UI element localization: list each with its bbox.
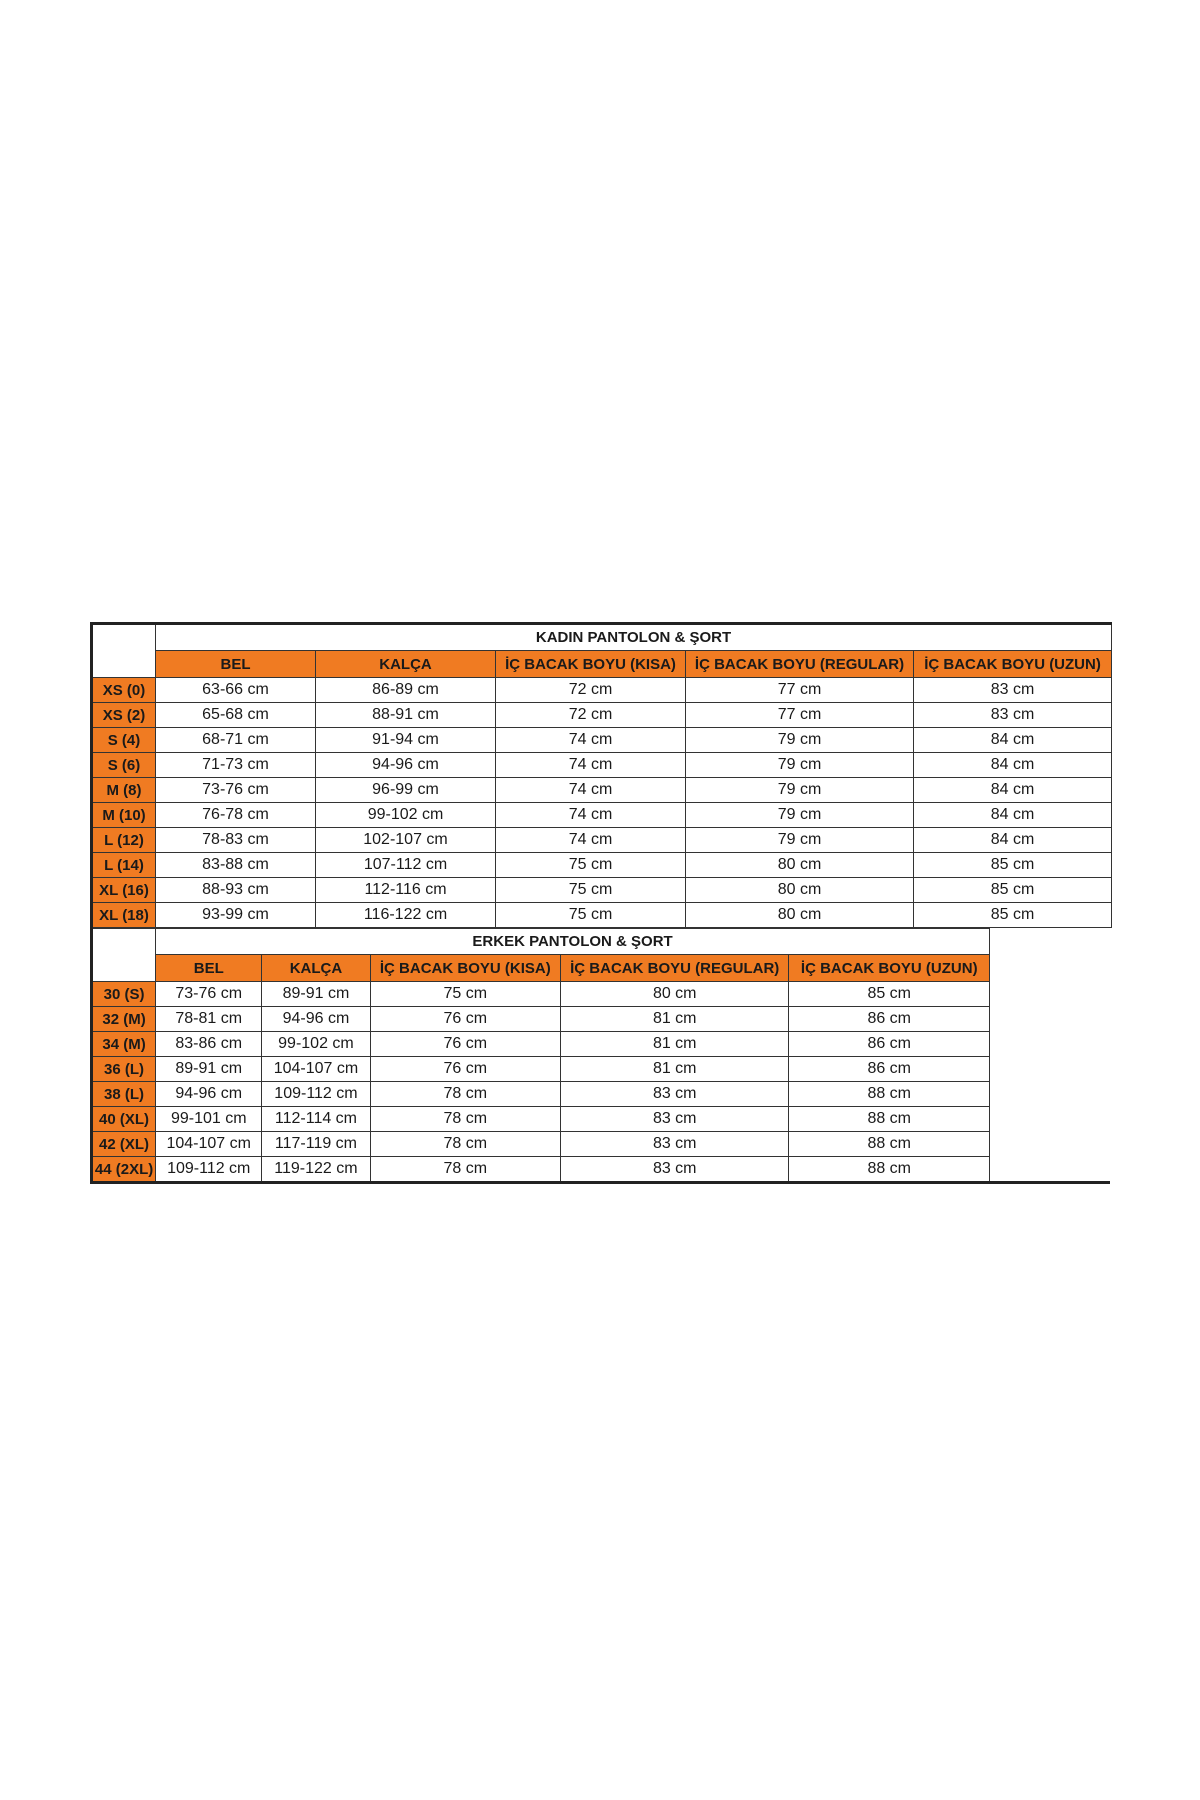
measurement-cell: 73-76 cm (156, 982, 262, 1007)
size-label: M (10) (92, 803, 156, 828)
measurement-cell: 83 cm (560, 1132, 788, 1157)
men-column-header: İÇ BACAK BOYU (KISA) (370, 955, 560, 982)
measurement-cell: 73-76 cm (156, 778, 316, 803)
measurement-cell: 79 cm (686, 778, 914, 803)
table-row (92, 778, 1112, 803)
measurement-cell: 78 cm (370, 1132, 560, 1157)
table-row (92, 828, 1112, 853)
measurement-cell: 83 cm (560, 1157, 788, 1182)
measurement-cell: 109-112 cm (262, 1082, 370, 1107)
measurement-cell: 119-122 cm (262, 1157, 370, 1182)
measurement-cell: 65-68 cm (156, 703, 316, 728)
measurement-cell: 81 cm (560, 1057, 788, 1082)
measurement-cell: 76-78 cm (156, 803, 316, 828)
measurement-cell: 86-89 cm (316, 678, 496, 703)
men-column-header: BEL (156, 955, 262, 982)
measurement-cell: 109-112 cm (156, 1157, 262, 1182)
men-column-header: İÇ BACAK BOYU (REGULAR) (560, 955, 788, 982)
measurement-cell: 89-91 cm (156, 1057, 262, 1082)
bottom-border (90, 1181, 1110, 1184)
measurement-cell: 80 cm (686, 878, 914, 903)
size-label: S (4) (92, 728, 156, 753)
measurement-cell: 112-116 cm (316, 878, 496, 903)
measurement-cell: 80 cm (686, 903, 914, 928)
measurement-cell: 76 cm (370, 1057, 560, 1082)
measurement-cell: 74 cm (496, 728, 686, 753)
measurement-cell: 94-96 cm (262, 1007, 370, 1032)
size-label: XL (18) (92, 903, 156, 928)
measurement-cell: 74 cm (496, 803, 686, 828)
measurement-cell: 99-102 cm (262, 1032, 370, 1057)
women-table-title: KADIN PANTOLON & ŞORT (156, 624, 1112, 651)
measurement-cell: 94-96 cm (316, 753, 496, 778)
measurement-cell: 83 cm (560, 1082, 788, 1107)
measurement-cell: 77 cm (686, 703, 914, 728)
measurement-cell: 88 cm (789, 1132, 990, 1157)
measurement-cell: 78 cm (370, 1157, 560, 1182)
measurement-cell: 79 cm (686, 728, 914, 753)
measurement-cell: 88 cm (789, 1157, 990, 1182)
measurement-cell: 71-73 cm (156, 753, 316, 778)
table-row (92, 853, 1112, 878)
size-label: 42 (XL) (92, 1132, 156, 1157)
men-column-header: KALÇA (262, 955, 370, 982)
measurement-cell: 99-101 cm (156, 1107, 262, 1132)
table-row (92, 1157, 990, 1182)
measurement-cell: 104-107 cm (156, 1132, 262, 1157)
measurement-cell: 85 cm (914, 853, 1112, 878)
measurement-cell: 78-83 cm (156, 828, 316, 853)
size-label: 44 (2XL) (92, 1157, 156, 1182)
corner-cell (92, 929, 156, 982)
table-row (92, 703, 1112, 728)
size-label: L (12) (92, 828, 156, 853)
women-column-header: KALÇA (316, 651, 496, 678)
measurement-cell: 96-99 cm (316, 778, 496, 803)
size-label: L (14) (92, 853, 156, 878)
measurement-cell: 72 cm (496, 678, 686, 703)
measurement-cell: 84 cm (914, 753, 1112, 778)
measurement-cell: 85 cm (789, 982, 990, 1007)
measurement-cell: 78 cm (370, 1107, 560, 1132)
measurement-cell: 102-107 cm (316, 828, 496, 853)
measurement-cell: 99-102 cm (316, 803, 496, 828)
measurement-cell: 80 cm (560, 982, 788, 1007)
measurement-cell: 89-91 cm (262, 982, 370, 1007)
measurement-cell: 83 cm (914, 678, 1112, 703)
size-label: 34 (M) (92, 1032, 156, 1057)
measurement-cell: 75 cm (496, 853, 686, 878)
measurement-cell: 77 cm (686, 678, 914, 703)
size-label: 36 (L) (92, 1057, 156, 1082)
corner-cell (92, 624, 156, 678)
women-column-header: İÇ BACAK BOYU (REGULAR) (686, 651, 914, 678)
measurement-cell: 74 cm (496, 828, 686, 853)
size-label: XS (2) (92, 703, 156, 728)
measurement-cell: 112-114 cm (262, 1107, 370, 1132)
measurement-cell: 86 cm (789, 1032, 990, 1057)
men-size-table (90, 928, 990, 1182)
women-size-table (90, 622, 1112, 928)
men-table-title: ERKEK PANTOLON & ŞORT (156, 929, 990, 955)
measurement-cell: 72 cm (496, 703, 686, 728)
measurement-cell: 85 cm (914, 903, 1112, 928)
measurement-cell: 91-94 cm (316, 728, 496, 753)
size-label: XL (16) (92, 878, 156, 903)
table-row (92, 678, 1112, 703)
measurement-cell: 74 cm (496, 778, 686, 803)
table-row (92, 1007, 990, 1032)
measurement-cell: 93-99 cm (156, 903, 316, 928)
measurement-cell: 79 cm (686, 753, 914, 778)
size-label: S (6) (92, 753, 156, 778)
measurement-cell: 81 cm (560, 1032, 788, 1057)
measurement-cell: 81 cm (560, 1007, 788, 1032)
measurement-cell: 75 cm (496, 903, 686, 928)
measurement-cell: 84 cm (914, 828, 1112, 853)
measurement-cell: 116-122 cm (316, 903, 496, 928)
measurement-cell: 84 cm (914, 778, 1112, 803)
table-row (92, 1057, 990, 1082)
men-column-header: İÇ BACAK BOYU (UZUN) (789, 955, 990, 982)
measurement-cell: 83-86 cm (156, 1032, 262, 1057)
measurement-cell: 76 cm (370, 1007, 560, 1032)
measurement-cell: 84 cm (914, 803, 1112, 828)
measurement-cell: 78-81 cm (156, 1007, 262, 1032)
measurement-cell: 85 cm (914, 878, 1112, 903)
size-label: 30 (S) (92, 982, 156, 1007)
measurement-cell: 76 cm (370, 1032, 560, 1057)
measurement-cell: 86 cm (789, 1057, 990, 1082)
table-row (92, 1082, 990, 1107)
measurement-cell: 88 cm (789, 1107, 990, 1132)
table-row (92, 1032, 990, 1057)
women-column-header: İÇ BACAK BOYU (UZUN) (914, 651, 1112, 678)
measurement-cell: 78 cm (370, 1082, 560, 1107)
measurement-cell: 75 cm (370, 982, 560, 1007)
measurement-cell: 107-112 cm (316, 853, 496, 878)
size-chart (90, 622, 1110, 1182)
measurement-cell: 83-88 cm (156, 853, 316, 878)
women-column-header: BEL (156, 651, 316, 678)
measurement-cell: 83 cm (560, 1107, 788, 1132)
measurement-cell: 75 cm (496, 878, 686, 903)
table-row (92, 903, 1112, 928)
measurement-cell: 80 cm (686, 853, 914, 878)
measurement-cell: 74 cm (496, 753, 686, 778)
women-column-header: İÇ BACAK BOYU (KISA) (496, 651, 686, 678)
measurement-cell: 88-93 cm (156, 878, 316, 903)
table-row (92, 803, 1112, 828)
size-label: XS (0) (92, 678, 156, 703)
table-row (92, 753, 1112, 778)
size-label: 40 (XL) (92, 1107, 156, 1132)
size-label: 32 (M) (92, 1007, 156, 1032)
measurement-cell: 117-119 cm (262, 1132, 370, 1157)
measurement-cell: 84 cm (914, 728, 1112, 753)
table-row (92, 728, 1112, 753)
table-row (92, 1132, 990, 1157)
measurement-cell: 88 cm (789, 1082, 990, 1107)
measurement-cell: 68-71 cm (156, 728, 316, 753)
measurement-cell: 83 cm (914, 703, 1112, 728)
table-row (92, 982, 990, 1007)
measurement-cell: 94-96 cm (156, 1082, 262, 1107)
measurement-cell: 104-107 cm (262, 1057, 370, 1082)
measurement-cell: 79 cm (686, 828, 914, 853)
size-label: 38 (L) (92, 1082, 156, 1107)
measurement-cell: 86 cm (789, 1007, 990, 1032)
measurement-cell: 63-66 cm (156, 678, 316, 703)
table-row (92, 878, 1112, 903)
table-row (92, 1107, 990, 1132)
size-label: M (8) (92, 778, 156, 803)
measurement-cell: 79 cm (686, 803, 914, 828)
measurement-cell: 88-91 cm (316, 703, 496, 728)
